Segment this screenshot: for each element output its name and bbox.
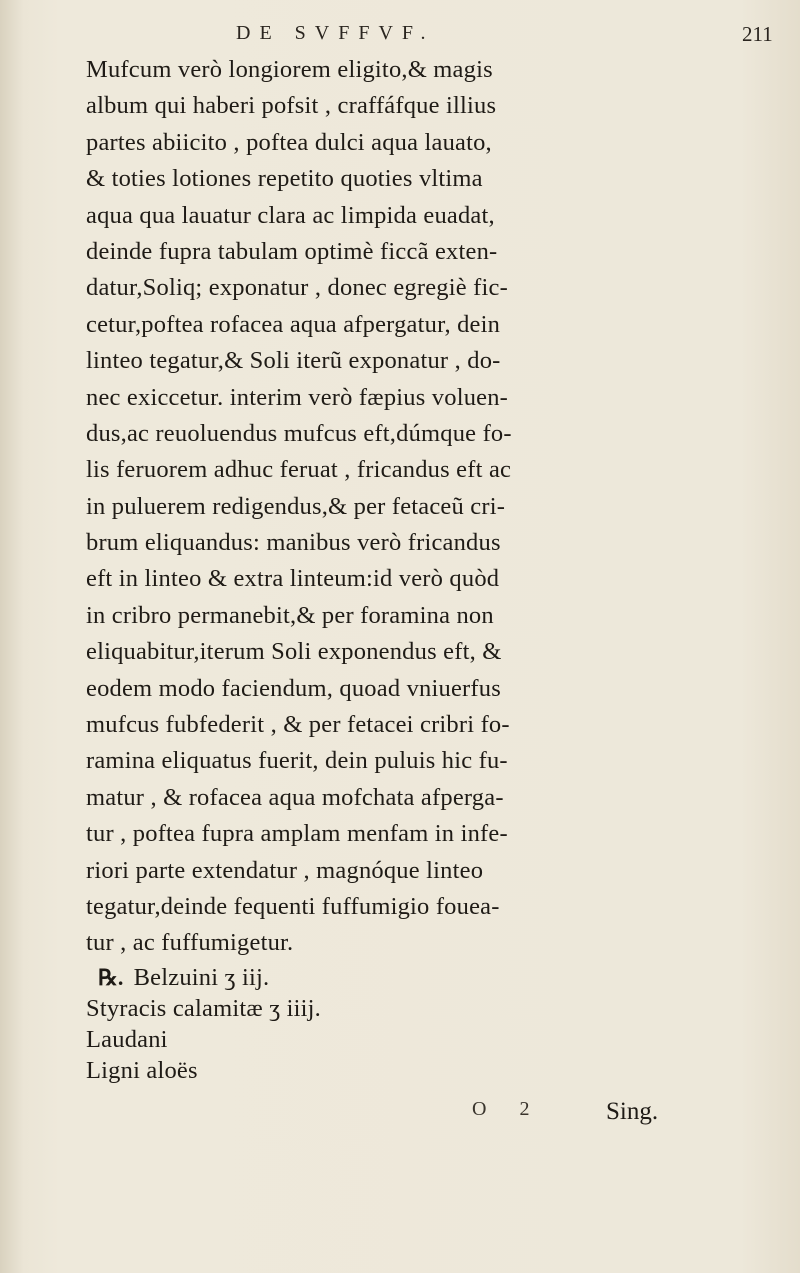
- text-line: linteo tegatur,& Soli iterũ exponatur , do-: [86, 347, 501, 375]
- text-line: Mufcum verò longiorem eligito,& magis: [86, 56, 493, 83]
- running-head-title: DE SVFFVF.: [236, 22, 435, 44]
- catchline: [0, 1098, 800, 1134]
- recipe-ingredient: Belzuini ʒ iij.: [133, 964, 270, 991]
- text-line: matur , & rofacea aqua mofchata afperga-: [86, 783, 504, 811]
- recipe-ingredient: Styracis calamitæ ʒ iiij.: [86, 995, 321, 1022]
- text-line: datur,Soliq; exponatur , donec egregiè fic-: [86, 274, 508, 302]
- catchword: Sing.: [606, 1098, 659, 1125]
- text-line: eliquabitur,iterum Soli exponendus eft, &: [86, 638, 502, 666]
- text-line: & toties lotiones repetito quoties vltima: [86, 165, 483, 193]
- recipe-block: [86, 962, 726, 1086]
- signature-mark: O 2: [472, 1098, 544, 1120]
- recipe-ingredient: Ligni aloës: [86, 1057, 198, 1084]
- running-head: [0, 22, 800, 52]
- text-line: dus,ac reuoluendus mufcus eft,dúmque fo-: [86, 419, 512, 447]
- text-line: album qui haberi pofsit , craffáfque illius: [86, 92, 497, 120]
- text-line: in puluerem redigendus,& per fetaceũ cri-: [86, 492, 506, 520]
- text-line: tur , ac fuffumigetur.: [86, 929, 294, 957]
- text-line: tegatur,deinde fequenti fuffumigio fouea-: [86, 892, 500, 920]
- text-line: lis feruorem adhuc feruat , fricandus eft ac: [86, 456, 512, 484]
- body-text: [86, 52, 726, 962]
- page-number: 211: [742, 22, 773, 46]
- text-line: aqua qua lauatur clara ac limpida euadat,: [86, 201, 495, 229]
- text-line: partes abiicito , poftea dulci aqua lauato,: [86, 128, 492, 156]
- text-line: eodem modo faciendum, quoad vniuerfus: [86, 674, 501, 702]
- text-line: tur , poftea fupra amplam menfam in infe-: [86, 820, 508, 848]
- recipe-line: [86, 962, 726, 993]
- text-line: nec exiccetur. interim verò fæpius voluen-: [86, 383, 509, 411]
- text-line: brum eliquandus: manibus verò fricandus: [86, 529, 501, 557]
- recipe-ingredient: Laudani: [86, 1026, 168, 1053]
- text-line: riori parte extendatur , magnóque linteo: [86, 856, 484, 884]
- text-line: in cribro permanebit,& per foramina non: [86, 601, 494, 629]
- text-line: eft in linteo & extra linteum:id verò quòd: [86, 565, 500, 593]
- text-line: cetur,poftea rofacea aqua afpergatur, dein: [86, 310, 501, 338]
- text-line: ramina eliquatus fuerit, dein puluis hic fu-: [86, 747, 508, 775]
- text-line: deinde fupra tabulam optimè ficcã exten-: [86, 237, 498, 265]
- text-line: mufcus fubfederit , & per fetacei cribri fo-: [86, 711, 510, 739]
- recipe-symbol: ℞.: [98, 965, 124, 990]
